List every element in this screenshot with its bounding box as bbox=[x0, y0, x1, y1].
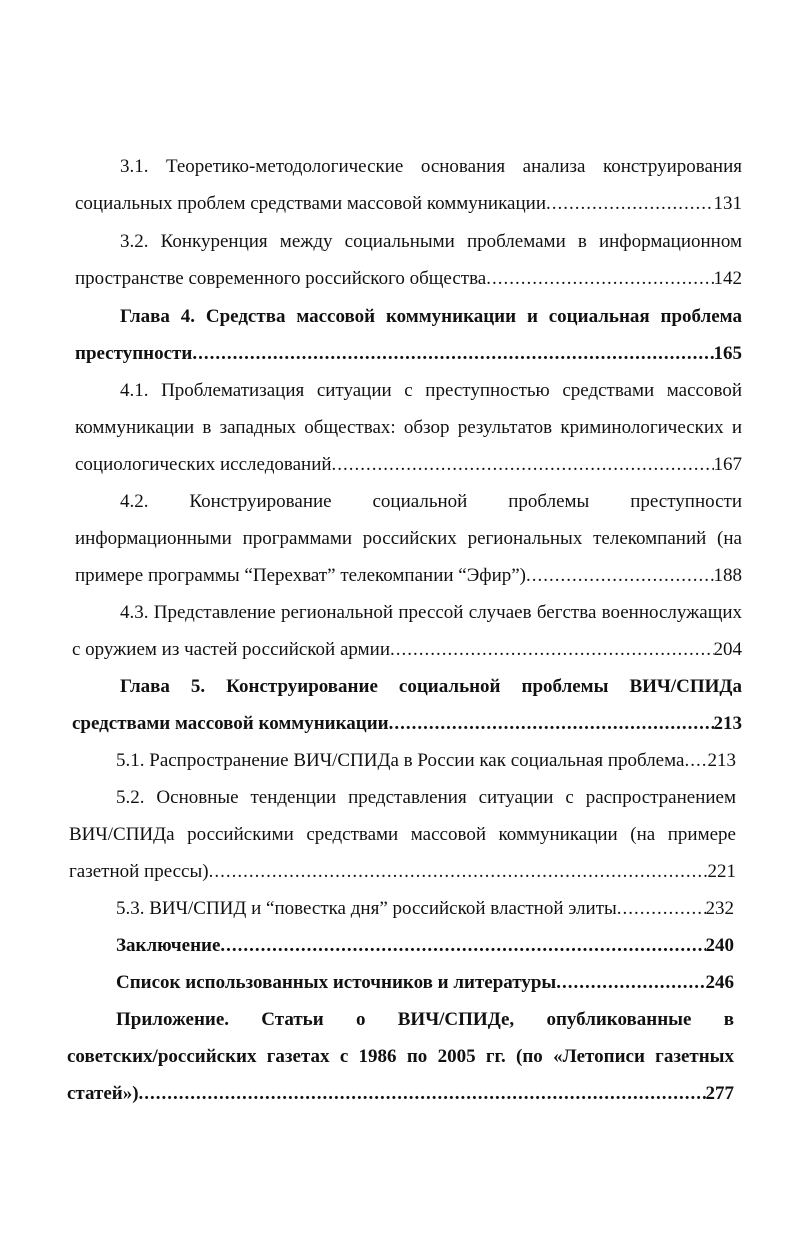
toc-page-number: 204 bbox=[713, 639, 742, 660]
toc-5-3-line-1[interactable] bbox=[116, 892, 734, 926]
toc-3-1-line-2[interactable] bbox=[75, 187, 742, 221]
toc-chapter-5-line-2[interactable] bbox=[72, 707, 742, 741]
toc-appendix-line-1: Приложение. Статьи о ВИЧ/СПИДе, опубликованные в bbox=[116, 1009, 734, 1030]
leader-dots bbox=[332, 448, 714, 482]
toc-entry-title: 5.1. Распространение ВИЧ/СПИДа в России как социальная проблема bbox=[116, 750, 685, 771]
leader-dots bbox=[617, 892, 706, 926]
toc-entry-title: средствами массовой коммуникации bbox=[72, 713, 389, 734]
toc-entry-title: статей») bbox=[67, 1083, 139, 1104]
toc-4-1-line-3[interactable] bbox=[75, 448, 742, 482]
leader-dots bbox=[486, 262, 713, 296]
toc-5-2-line-2: ВИЧ/СПИДа российскими средствами массовой коммуникации (на примере bbox=[69, 824, 736, 845]
leader-dots bbox=[139, 1077, 706, 1111]
leader-dots bbox=[684, 744, 707, 778]
toc-4-3-line-2[interactable] bbox=[72, 633, 742, 667]
toc-entry-title: газетной прессы) bbox=[69, 861, 209, 882]
toc-4-1-line-1: 4.1. Проблематизация ситуации с преступностью средствами массовой bbox=[120, 380, 742, 401]
toc-appendix-line-2: советских/российских газетах с 1986 по 2005 гг. (по «Летописи газетных bbox=[67, 1046, 734, 1067]
toc-3-2-line-1: 3.2. Конкуренция между социальными проблемами в информационном bbox=[120, 231, 742, 252]
toc-page-number: 277 bbox=[705, 1083, 734, 1104]
toc-4-2-line-2: информационными программами российских региональных телекомпаний (на bbox=[75, 528, 742, 549]
toc-4-1-line-2: коммуникации в западных обществах: обзор результатов криминологических и bbox=[75, 417, 742, 438]
toc-page-number: 240 bbox=[705, 935, 734, 956]
leader-dots bbox=[526, 559, 714, 593]
toc-5-2-line-1: 5.2. Основные тенденции представления ситуации с распространением bbox=[116, 787, 736, 808]
leader-dots bbox=[220, 929, 705, 963]
toc-page-number: 165 bbox=[713, 343, 742, 364]
toc-appendix-line-3[interactable] bbox=[67, 1077, 734, 1111]
toc-entry-title: 5.3. ВИЧ/СПИД и “повестка дня” российской властной элиты bbox=[116, 898, 617, 919]
toc-page-number: 221 bbox=[707, 861, 736, 882]
toc-page-number: 213 bbox=[707, 750, 736, 771]
toc-entry-title: Список использованных источников и литературы bbox=[116, 972, 557, 993]
toc-3-2-line-2[interactable] bbox=[75, 262, 742, 296]
leader-dots bbox=[209, 855, 708, 889]
toc-sources[interactable] bbox=[116, 966, 734, 1000]
toc-page-number: 232 bbox=[705, 898, 734, 919]
toc-chapter-4-line-2[interactable] bbox=[75, 337, 742, 371]
toc-entry-title: социологических исследований bbox=[75, 454, 332, 475]
leader-dots bbox=[556, 966, 705, 1000]
toc-chapter-5-line-1: Глава 5. Конструирование социальной проблемы ВИЧ/СПИДа bbox=[120, 676, 742, 697]
toc-page-number: 167 bbox=[713, 454, 742, 475]
toc-entry-title: с оружием из частей российской армии bbox=[72, 639, 390, 660]
toc-conclusion[interactable] bbox=[116, 929, 734, 963]
toc-page-number: 246 bbox=[705, 972, 734, 993]
toc-5-2-line-3[interactable] bbox=[69, 855, 736, 889]
toc-chapter-4-line-1: Глава 4. Средства массовой коммуникации и социальная проблема bbox=[120, 306, 742, 327]
toc-entry-title: примере программы “Перехват” телекомпании “Эфир”) bbox=[75, 565, 526, 586]
toc-4-2-line-3[interactable] bbox=[75, 559, 742, 593]
toc-page-number: 131 bbox=[713, 193, 742, 214]
leader-dots bbox=[390, 633, 714, 667]
toc-page-number: 213 bbox=[713, 713, 742, 734]
toc-5-1-line-1[interactable] bbox=[116, 744, 736, 778]
toc-4-3-line-1: 4.3. Представление региональной прессой случаев бегства военнослужащих bbox=[120, 602, 742, 623]
toc-4-2-line-1: 4.2. Конструирование социальной проблемы преступности bbox=[120, 491, 742, 512]
toc-page-number: 188 bbox=[713, 565, 742, 586]
leader-dots bbox=[389, 707, 714, 741]
leader-dots bbox=[192, 337, 713, 371]
toc-3-1-line-1: 3.1. Теоретико-методологические основания анализа конструирования bbox=[120, 156, 742, 177]
leader-dots bbox=[546, 187, 714, 221]
toc-entry-title: социальных проблем средствами массовой коммуникации bbox=[75, 193, 546, 214]
toc-page-number: 142 bbox=[713, 268, 742, 289]
toc-entry-title: пространстве современного российского общества bbox=[75, 268, 487, 289]
toc-entry-title: преступности bbox=[75, 343, 193, 364]
toc-entry-title: Заключение bbox=[116, 935, 221, 956]
